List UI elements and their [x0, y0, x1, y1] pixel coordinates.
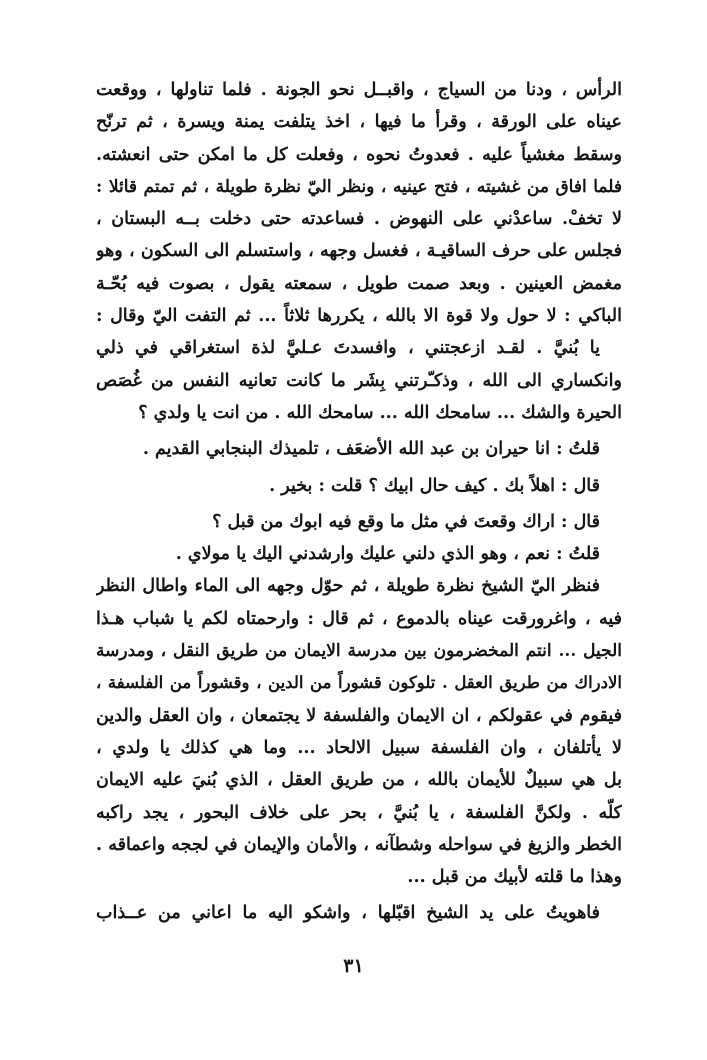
dialogue-line: قلتُ : نعم ، وهو الذي دلني عليك وارشدني اليك يا مولاي . — [175, 544, 600, 565]
body-text — [96, 74, 622, 930]
text-line: الحيرة والشك ... سامحك الله ... سامحك الله . من انت يا ولدي ؟ — [138, 402, 622, 423]
text-line: الجيل ... انتم المخضرمون بين مدرسة الايمان من طريق النقل ، ومدرسة — [96, 641, 622, 662]
text-line: فيه ، واغرورقت عيناه بالدموع ، ثم قال : وارحمتاه لكم يا شباب هـذا — [96, 608, 622, 629]
text-line: الخطر والزيغ في سواحله وشطآنه ، والأمان والإيمان في لججه واعماقه . — [96, 834, 622, 855]
dialogue-line: قال : اهلاً بك . كيف حال ابيك ؟ قلت : بخير . — [269, 475, 600, 496]
dialogue-line: قلتُ : انا حيران بن عبد الله الأضعَف ، تلميذك البنجابي القديم . — [142, 439, 600, 460]
page-number: ٣١ — [343, 955, 364, 977]
text-line: وهذا ما قلته لأبيك من قبل ... — [407, 867, 622, 888]
dialogue-line: قال : اراك وقعتَ في مثل ما وقع فيه ابوك من قبل ؟ — [212, 511, 600, 532]
text-line: لا يأتلفان ، وان الفلسفة سبيل الالحاد ... وما هي كذلك يا ولدي ، — [96, 737, 622, 758]
text-line: فنظر اليّ الشيخ نظرة طويلة ، ثم حوّل وجهه الى الماء واطال النظر — [96, 576, 600, 597]
text-line: وسقط مغشياً عليه . فعدوتُ نحوه ، وفعلت كل ما امكن حتى انعشته. — [96, 144, 622, 165]
text-line: لا تخفْ. ساعدْني على النهوض . فساعدته حتى دخلت بــه البستان ، — [96, 209, 622, 230]
text-line: فجلس على حرف الساقيـة ، فغسل وجهه ، واستسلم الى السكون ، وهو — [96, 241, 622, 262]
text-line: مغمض العينين . وبعد صمت طويل ، سمعته يقول ، بصوت فيه بُحّـة — [96, 273, 622, 294]
text-line: الباكي : لا حول ولا قوة الا بالله ، يكررها ثلاثاً ... ثم التفت اليّ وقال : — [96, 306, 622, 327]
text-line: فاهويتُ على يد الشيخ اقبّلها ، واشكو اليه ما اعاني من عــذاب — [96, 903, 600, 924]
text-line: فلما افاق من غشيته ، فتح عينيه ، ونظر اليّ نظرة طويلة ، ثم تمتم قائلا : — [96, 176, 622, 197]
text-line: بل هي سبيلٌ للأيمان بالله ، من طريق العقل ، الذي بُنيَ عليه الايمان — [96, 770, 622, 791]
text-line: يا بُنيَّ . لقـد ازعجتني ، وافسدتَ عـليَّ لذة استغراقي في ذلي — [96, 338, 600, 359]
text-line: وانكساري الى الله ، وذكـّرتني بِشَر ما كانت تعانيه النفس من غُصَص — [96, 370, 622, 391]
text-line: فيقوم في عقولكم ، ان الايمان والفلسفة لا يجتمعان ، وان العقل والدين — [96, 705, 622, 726]
text-line: عيناه على الورقة ، وقرأ ما فيها ، اخذ يتلفت يمنة ويسرة ، ثم ترنّح — [96, 112, 622, 133]
text-line: الادراك من طريق العقل . تلوكون قشوراً من الدين ، وقشوراً من الفلسفة ، — [96, 673, 622, 693]
text-line: كلّه . ولكنَّ الفلسفة ، يا بُنيَّ ، بحر على خلاف البحور ، يجد راكبه — [96, 802, 622, 823]
text-line: الرأس ، ودنا من السياج ، واقبــل نحو الجونة . فلما تناولها ، ووقعت — [96, 80, 622, 100]
